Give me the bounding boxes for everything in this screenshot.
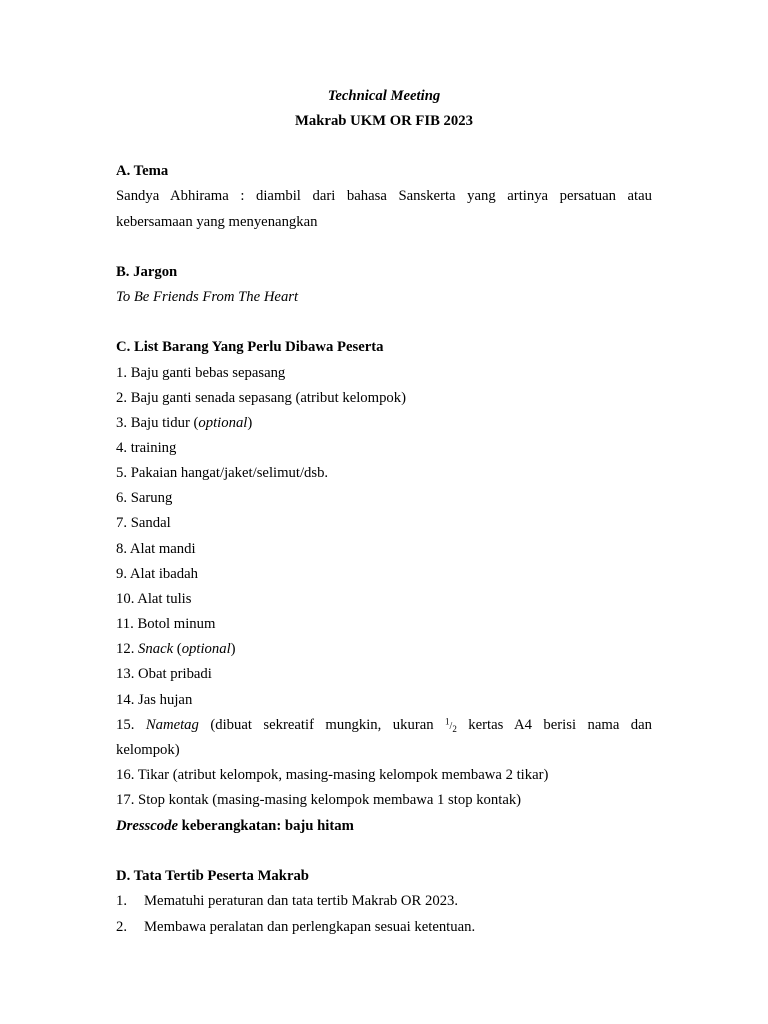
dresscode-line: Dresscode keberangkatan: baju hitam bbox=[116, 818, 354, 834]
list-item: 3. Baju tidur (optional) bbox=[116, 415, 253, 431]
list-item: 1. Mematuhi peraturan dan tata tertib Makrab OR 2023. bbox=[116, 893, 459, 909]
section-b-jargon: To Be Friends From The Heart bbox=[116, 289, 299, 305]
section-a-text-line1: Sandya Abhirama : diambil dari bahasa Sanskerta yang artinya persatuan atau bbox=[116, 188, 652, 204]
document-title: Makrab UKM OR FIB 2023 bbox=[295, 113, 473, 129]
section-d-heading: D. Tata Tertib Peserta Makrab bbox=[116, 868, 309, 884]
section-b-heading: B. Jargon bbox=[116, 264, 178, 280]
list-item: 1. Baju ganti bebas sepasang bbox=[116, 365, 286, 381]
section-a-text-line2: kebersamaan yang menyenangkan bbox=[116, 214, 318, 230]
list-item: 11. Botol minum bbox=[116, 616, 216, 632]
list-item: 15. Nametag (dibuat sekreatif mungkin, ukuran $^1/_2$ kertas A4 berisi nama dan bbox=[116, 716, 653, 734]
list-item: 9. Alat ibadah bbox=[116, 566, 198, 582]
list-item: 14. Jas hujan bbox=[116, 692, 193, 708]
fraction-half: $^1/_2$ bbox=[445, 716, 457, 734]
document-subtitle: Technical Meeting bbox=[327, 88, 441, 104]
list-item: 16. Tikar (atribut kelompok, masing-masing kelompok membawa 2 tikar) bbox=[116, 767, 549, 783]
list-item: 2. Membawa peralatan dan perlengkapan sesuai ketentuan. bbox=[116, 919, 476, 935]
list-item: 13. Obat pribadi bbox=[116, 666, 212, 682]
list-item: 5. Pakaian hangat/jaket/selimut/dsb. bbox=[116, 465, 329, 481]
section-c-heading: C. List Barang Yang Perlu Dibawa Peserta bbox=[116, 339, 384, 355]
list-item: 4. training bbox=[116, 440, 177, 456]
list-item: 2. Baju ganti senada sepasang (atribut kelompok) bbox=[116, 390, 406, 406]
list-item: 10. Alat tulis bbox=[116, 591, 192, 607]
list-item: 8. Alat mandi bbox=[116, 541, 196, 557]
list-item: 17. Stop kontak (masing-masing kelompok membawa 1 stop kontak) bbox=[116, 792, 522, 808]
list-item: 6. Sarung bbox=[116, 490, 173, 506]
list-item: 7. Sandal bbox=[116, 515, 171, 531]
list-item-continuation: kelompok) bbox=[116, 742, 180, 758]
list-item: 12. Snack (optional) bbox=[116, 641, 236, 657]
section-a-heading: A. Tema bbox=[116, 163, 169, 179]
